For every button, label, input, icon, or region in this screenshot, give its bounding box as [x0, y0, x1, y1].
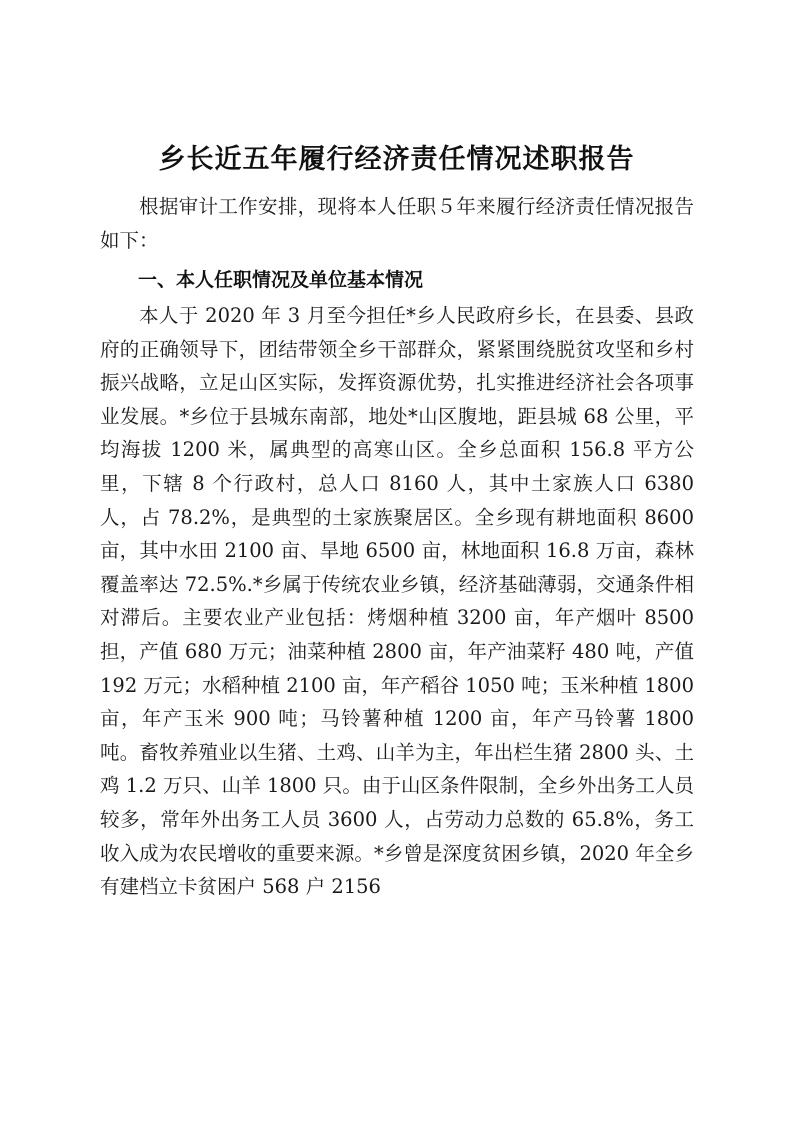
intro-paragraph: 根据审计工作安排，现将本人任职５年来履行经济责任情况报告如下：	[100, 195, 694, 252]
section-body-paragraph: 本人于 2020 年 3 月至今担任*乡人民政府乡长，在县委、县政府的正确领导下，团结带领全乡干部群众，紧紧围绕脱贫攻坚和乡村振兴战略，立足山区实际，发挥资源优势，扎实推进经济社会各项事业发展。*乡位于县城东南部，地处*山区腹地，距县城 68 公里，平均海拔 1200 米，属典型的高寒山区。全乡总面积 156.8 平方公里，下辖 8 个行政村，总人口 8160 人，其中土家族人口 6380 人，占 78.2%，是典型的土家族聚居区。全乡现有耕地面积 8600 亩，其中水田 2100 亩、旱地 6500 亩，林地面积 16.8 万亩，森林覆盖率达 72.5%.*乡属于传统农业乡镇，经济基础薄弱，交通条件相对滞后。主要农业产业包括：烤烟种植 3200 亩，年产烟叶 8500 担，产值 680 万元；油菜种植 2800 亩，年产油菜籽 480 吨，产值 192 万元；水稻种植 2100 亩，年产稻谷 1050 吨；玉米种植 1800 亩，年产玉米 900 吨；马铃薯种植 1200 亩，年产马铃薯 1800 吨。畜牧养殖业以生猪、土鸡、山羊为主，年出栏生猪 2800 头、土鸡 1.2 万只、山羊 1800 只。由于山区条件限制，全乡外出务工人员较多，常年外出务工人员 3600 人，占劳动力总数的 65.8%，务工收入成为农民增收的重要来源。*乡曾是深度贫困乡镇，2020 年全乡有建档立卡贫困户 568 户 2156	[100, 304, 694, 899]
document-title: 乡长近五年履行经济责任情况述职报告	[158, 144, 635, 175]
section-heading: 一、本人任职情况及单位基本情况	[138, 269, 424, 291]
